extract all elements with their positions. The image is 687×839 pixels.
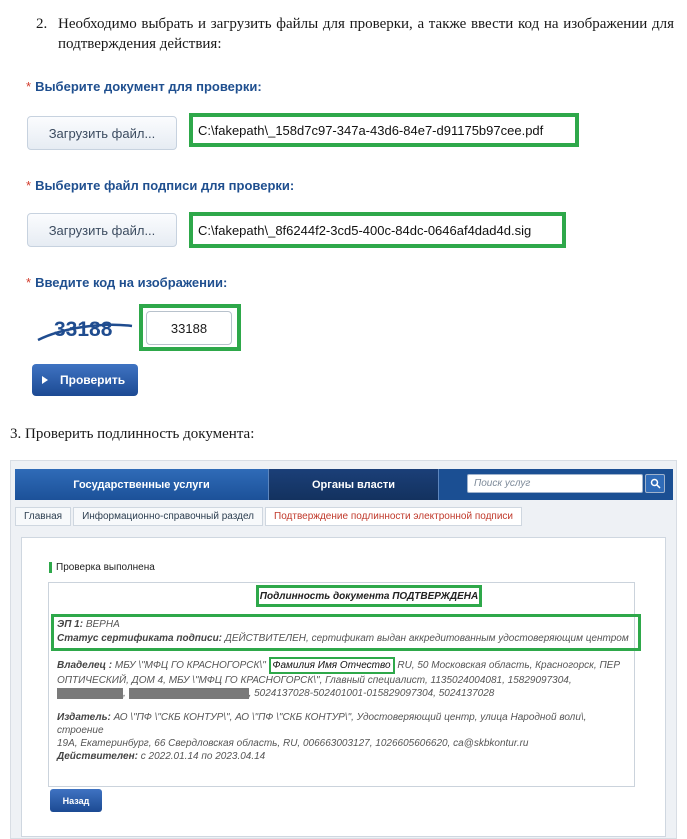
issuer-label: Издатель: — [57, 712, 111, 723]
verification-portal-screenshot — [10, 460, 677, 839]
signature-path-field[interactable]: C:\fakepath\_8f6244f2-3cd5-400c-84dc-0646af4dad4d.sig — [189, 212, 566, 248]
owner-info — [57, 657, 627, 700]
redacted-block — [129, 688, 249, 699]
status-message: Проверка выполнена — [49, 562, 155, 573]
portal-nav-bar — [15, 469, 673, 500]
redacted-block — [57, 688, 123, 699]
service-search-input[interactable]: Поиск услуг — [467, 474, 643, 493]
breadcrumb-info-section[interactable]: Информационно-справочный раздел — [73, 507, 263, 526]
ep-label: ЭП 1: — [57, 619, 84, 630]
document-path-field[interactable]: C:\fakepath\_158d7c97-347a-43d6-84e7-d91175b97cee.pdf — [189, 113, 579, 147]
signature-field-label — [26, 178, 294, 193]
breadcrumb-home[interactable]: Главная — [15, 507, 71, 526]
step-3-instruction: 3. Проверить подлинность документа: — [10, 426, 255, 442]
breadcrumb — [15, 507, 524, 526]
search-icon — [650, 478, 661, 489]
step-text: Необходимо выбрать и загрузить файлы для проверки, а также ввести код на изображении для подтверждения действия: — [58, 16, 674, 52]
back-button[interactable]: Назад — [50, 789, 102, 812]
valid-label: Действителен: — [57, 751, 138, 762]
play-icon — [42, 376, 48, 384]
required-mark: * — [26, 275, 32, 290]
label-text: Выберите файл подписи для проверки: — [35, 178, 295, 193]
label-text: Введите код на изображении: — [35, 275, 228, 290]
search-button[interactable] — [645, 474, 665, 493]
certificate-status — [57, 632, 629, 645]
owner-details-3: , 5024137028-502401001-015829097304, 5024137028 — [248, 688, 495, 699]
verification-result — [48, 582, 635, 787]
owner-organization: МБУ \"МФЦ ГО КРАСНОГОРСК\" — [114, 660, 266, 671]
owner-details-1: RU, 50 Московская область, Красногорск, ПЕР — [397, 660, 621, 671]
nav-tab-public-services[interactable]: Государственные услуги — [15, 469, 269, 500]
step-number: 2. — [36, 16, 48, 32]
validity-info — [57, 750, 265, 763]
captcha-text: 33188 — [54, 318, 113, 341]
captcha-image — [32, 308, 140, 348]
cert-label: Статус сертификата подписи: — [57, 633, 223, 644]
owner-label: Владелец : — [57, 660, 113, 671]
ep-value: ВЕРНА — [85, 619, 120, 630]
label-text: Выберите документ для проверки: — [35, 79, 262, 94]
upload-document-button[interactable]: Загрузить файл... — [27, 116, 177, 150]
owner-details-3-row: , , 5024137028-502401001-015829097304, 5024137028 — [57, 687, 627, 700]
breadcrumb-current: Подтверждение подлинности электронной подписи — [265, 507, 522, 526]
nav-tab-authorities[interactable]: Органы власти — [269, 469, 439, 500]
ep-status — [57, 618, 120, 631]
required-mark: * — [26, 79, 32, 94]
cert-value: ДЕЙСТВИТЕЛЕН, сертификат выдан аккредитованным удостоверяющим центром — [224, 633, 629, 644]
required-mark: * — [26, 178, 32, 193]
confirmation-banner: Подлинность документа ПОДТВЕРЖДЕНА — [256, 585, 482, 607]
check-button[interactable] — [32, 364, 138, 396]
result-panel — [21, 537, 666, 837]
captcha-input[interactable]: 33188 — [146, 311, 232, 345]
document-field-label — [26, 79, 262, 94]
check-button-label: Проверить — [60, 373, 126, 387]
captcha-field-label — [26, 275, 227, 290]
owner-details-2: ОПТИЧЕСКИЙ, ДОМ 4, МБУ \"МФЦ ГО КРАСНОГОРСК\", Главный специалист, 1135024004081, 15829097304, — [57, 675, 572, 686]
step-2-instruction — [36, 14, 674, 54]
issuer-line-1: АО \"ПФ \"СКБ КОНТУР\", АО \"ПФ \"СКБ КОНТУР\", Удостоверяющий центр, улица Народной воли\, строение — [57, 712, 587, 736]
owner-full-name: Фамилия Имя Отчество — [269, 657, 395, 674]
issuer-info — [57, 711, 627, 750]
upload-signature-button[interactable]: Загрузить файл... — [27, 213, 177, 247]
valid-value: с 2022.01.14 по 2023.04.14 — [140, 751, 266, 762]
issuer-line-2: 19А, Екатеринбург, 66 Свердловская область, RU, 006663003127, 1026605606620, ca@skbkontur.ru — [57, 738, 529, 749]
